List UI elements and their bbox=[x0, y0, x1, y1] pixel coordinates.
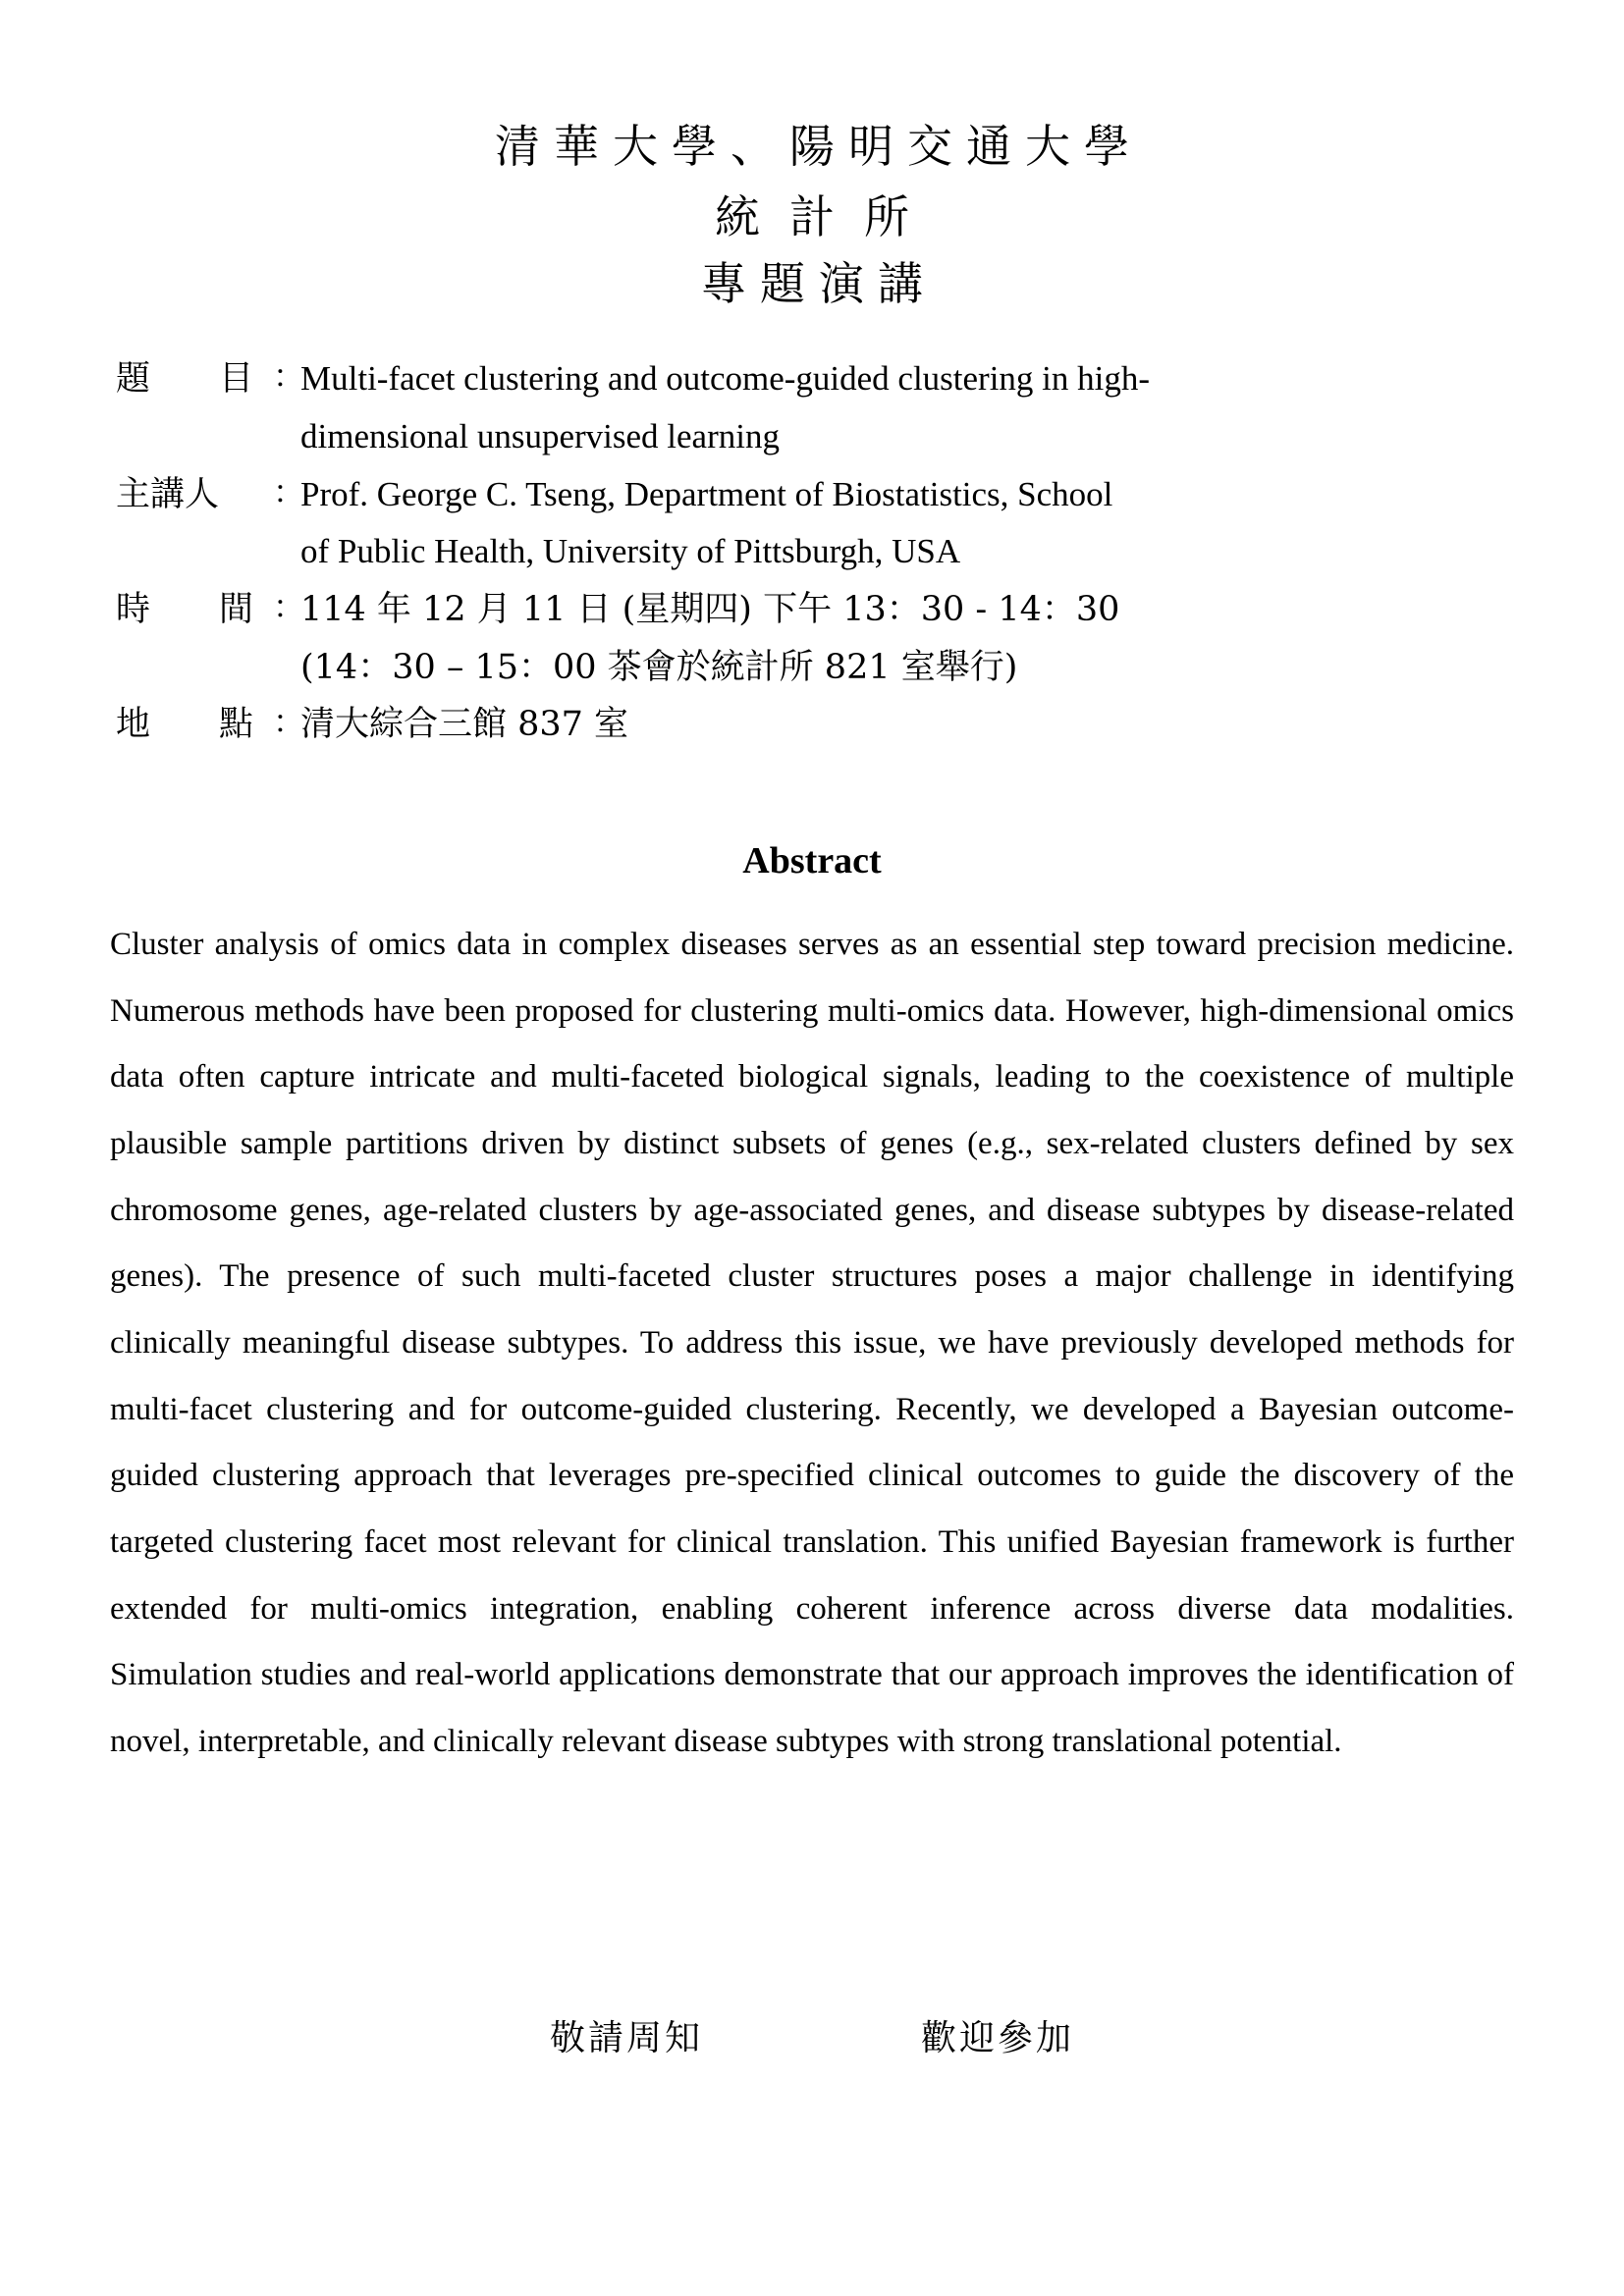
info-label-speaker: 主講人 bbox=[116, 474, 220, 514]
info-colon-time: ： bbox=[273, 588, 305, 626]
page-footer bbox=[0, 2010, 1624, 2060]
info-value-location: 清大綜合三館 837 室 bbox=[300, 705, 629, 745]
info-row-location bbox=[116, 697, 1516, 753]
header-institute: 統計所 bbox=[715, 190, 939, 244]
info-row-topic bbox=[116, 351, 1516, 407]
info-value-topic: Multi-facet clustering and outcome-guided clustering in high- bbox=[300, 359, 1151, 399]
info-colon-location: ： bbox=[273, 703, 305, 741]
info-label-topic: 題 目 bbox=[116, 359, 254, 400]
abstract-heading: Abstract bbox=[742, 840, 882, 882]
header-event-type: 專題演講 bbox=[701, 257, 937, 311]
page-header bbox=[0, 0, 1624, 314]
info-label-time: 時 間 bbox=[116, 590, 254, 630]
abstract-body: Cluster analysis of omics data in complex diseases serves as an essential step toward precision medicine. Numerous methods have been proposed for clustering multi-omics data. However, high-dimensional omics data often capture intricate and multi-faceted biological signals, leading to the coexistence of multiple plausible sample partitions driven by distinct subsets of genes (e.g., sex-related clusters defined by sex chromosome genes, age-related clusters by age-associated genes, and disease subtypes by disease-related genes). The presence of such multi-faceted cluster structures poses a major challenge in identifying clinically meaningful disease subtypes. To address this issue, we have previously developed methods for multi-facet clustering and for outcome-guided clustering. Recently, we developed a Bayesian outcome-guided clustering approach that leverages pre-specified clinical outcomes to guide the discovery of the targeted clustering facet most relevant for clinical translation. This unified Bayesian framework is further extended for multi-omics integration, enabling coherent inference across diverse data modalities. Simulation studies and real-world applications demonstrate that our approach improves the identification of novel, interpretable, and clinically relevant disease subtypes with strong translational potential. bbox=[110, 927, 1514, 1759]
footer-note-right: 歡迎參加 bbox=[921, 2018, 1075, 2058]
info-value-speaker: Prof. George C. Tseng, Department of Biostatistics, School bbox=[300, 474, 1113, 513]
info-cont-time: (14：30 – 15：00 茶會於統計所 821 室舉行) bbox=[300, 647, 1018, 687]
header-universities: 清華大學、陽明交通大學 bbox=[495, 120, 1143, 173]
info-row-speaker bbox=[116, 467, 1516, 523]
info-cont-topic: dimensional unsupervised learning bbox=[300, 416, 780, 455]
info-cont-speaker: of Public Health, University of Pittsburgh, USA bbox=[300, 532, 961, 571]
info-row-time bbox=[116, 582, 1516, 638]
info-colon-topic: ： bbox=[273, 357, 305, 396]
info-colon-speaker: ： bbox=[273, 472, 305, 510]
info-label-location: 地 點 bbox=[116, 705, 254, 745]
footer-note-left: 敬請周知 bbox=[549, 2018, 703, 2058]
info-value-time: 114 年 12 月 11 日 (星期四) 下午 13：30 - 14：30 bbox=[300, 590, 1120, 630]
seminar-info-block bbox=[0, 351, 1624, 753]
